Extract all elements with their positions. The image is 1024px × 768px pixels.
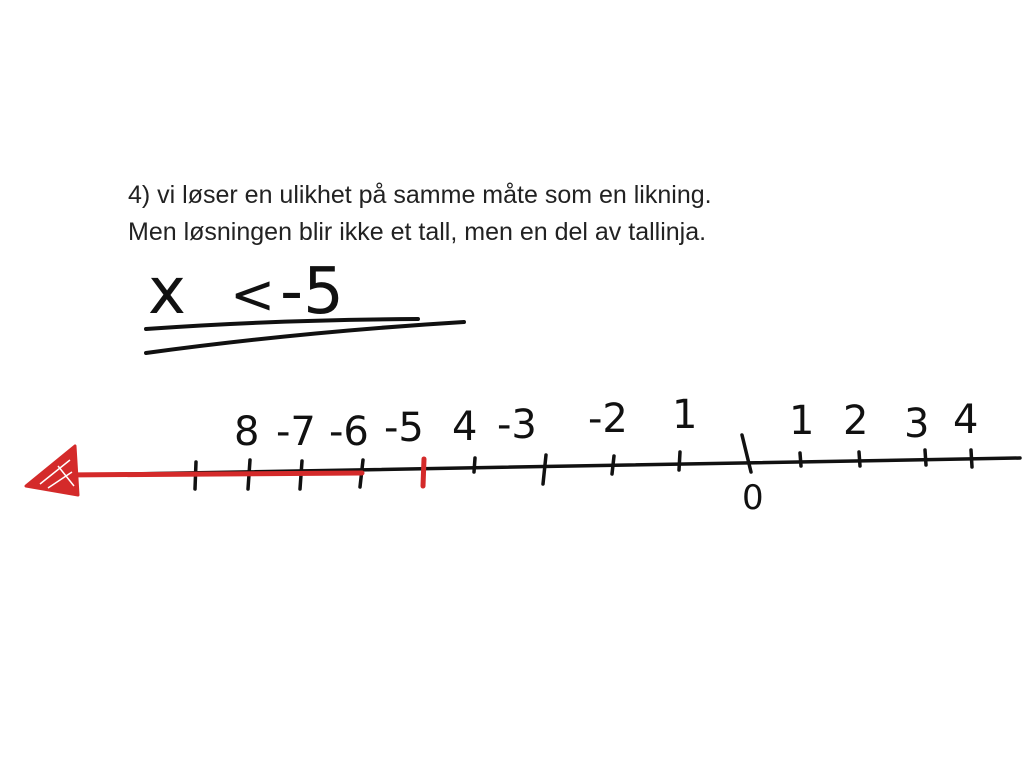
tick-mark [859, 452, 860, 466]
tick-label: 1 [672, 392, 698, 438]
tick-label: -2 [588, 396, 628, 442]
tick-mark [971, 450, 972, 467]
inequality-relation: < [230, 263, 276, 326]
tick-label: -3 [497, 402, 537, 448]
tick-mark-zero [742, 435, 751, 472]
tick-mark [679, 452, 680, 470]
tick-label: 8 [234, 409, 260, 455]
tick-mark [925, 450, 926, 465]
tick-label: 3 [904, 401, 930, 447]
tick-label: -7 [276, 409, 316, 455]
number-line [26, 392, 1020, 518]
boundary-marker [423, 459, 424, 486]
tick-label: 2 [843, 398, 869, 444]
tick-label: -5 [384, 405, 424, 451]
inequality-variable: x [148, 255, 186, 329]
tick-mark [612, 456, 614, 474]
tick-label: 1 [789, 398, 815, 444]
tick-mark [800, 453, 801, 466]
tick-labels [234, 392, 978, 518]
tick-label: 4 [953, 397, 979, 443]
tick-mark [543, 455, 546, 484]
inequality-value: -5 [280, 255, 344, 329]
zero-label: 0 [742, 478, 764, 518]
instructions-line-1: 4) vi løser en ulikhet på samme måte som en likning. [128, 181, 712, 209]
inequality [146, 255, 464, 353]
tick-mark [474, 458, 475, 472]
solution-ray [62, 473, 362, 475]
tick-label: -6 [329, 409, 369, 455]
solution-arrow-icon [26, 446, 78, 495]
tick-label: 4 [452, 404, 478, 450]
instructions-line-2: Men løsningen blir ikke et tall, men en del av tallinja. [128, 218, 707, 246]
